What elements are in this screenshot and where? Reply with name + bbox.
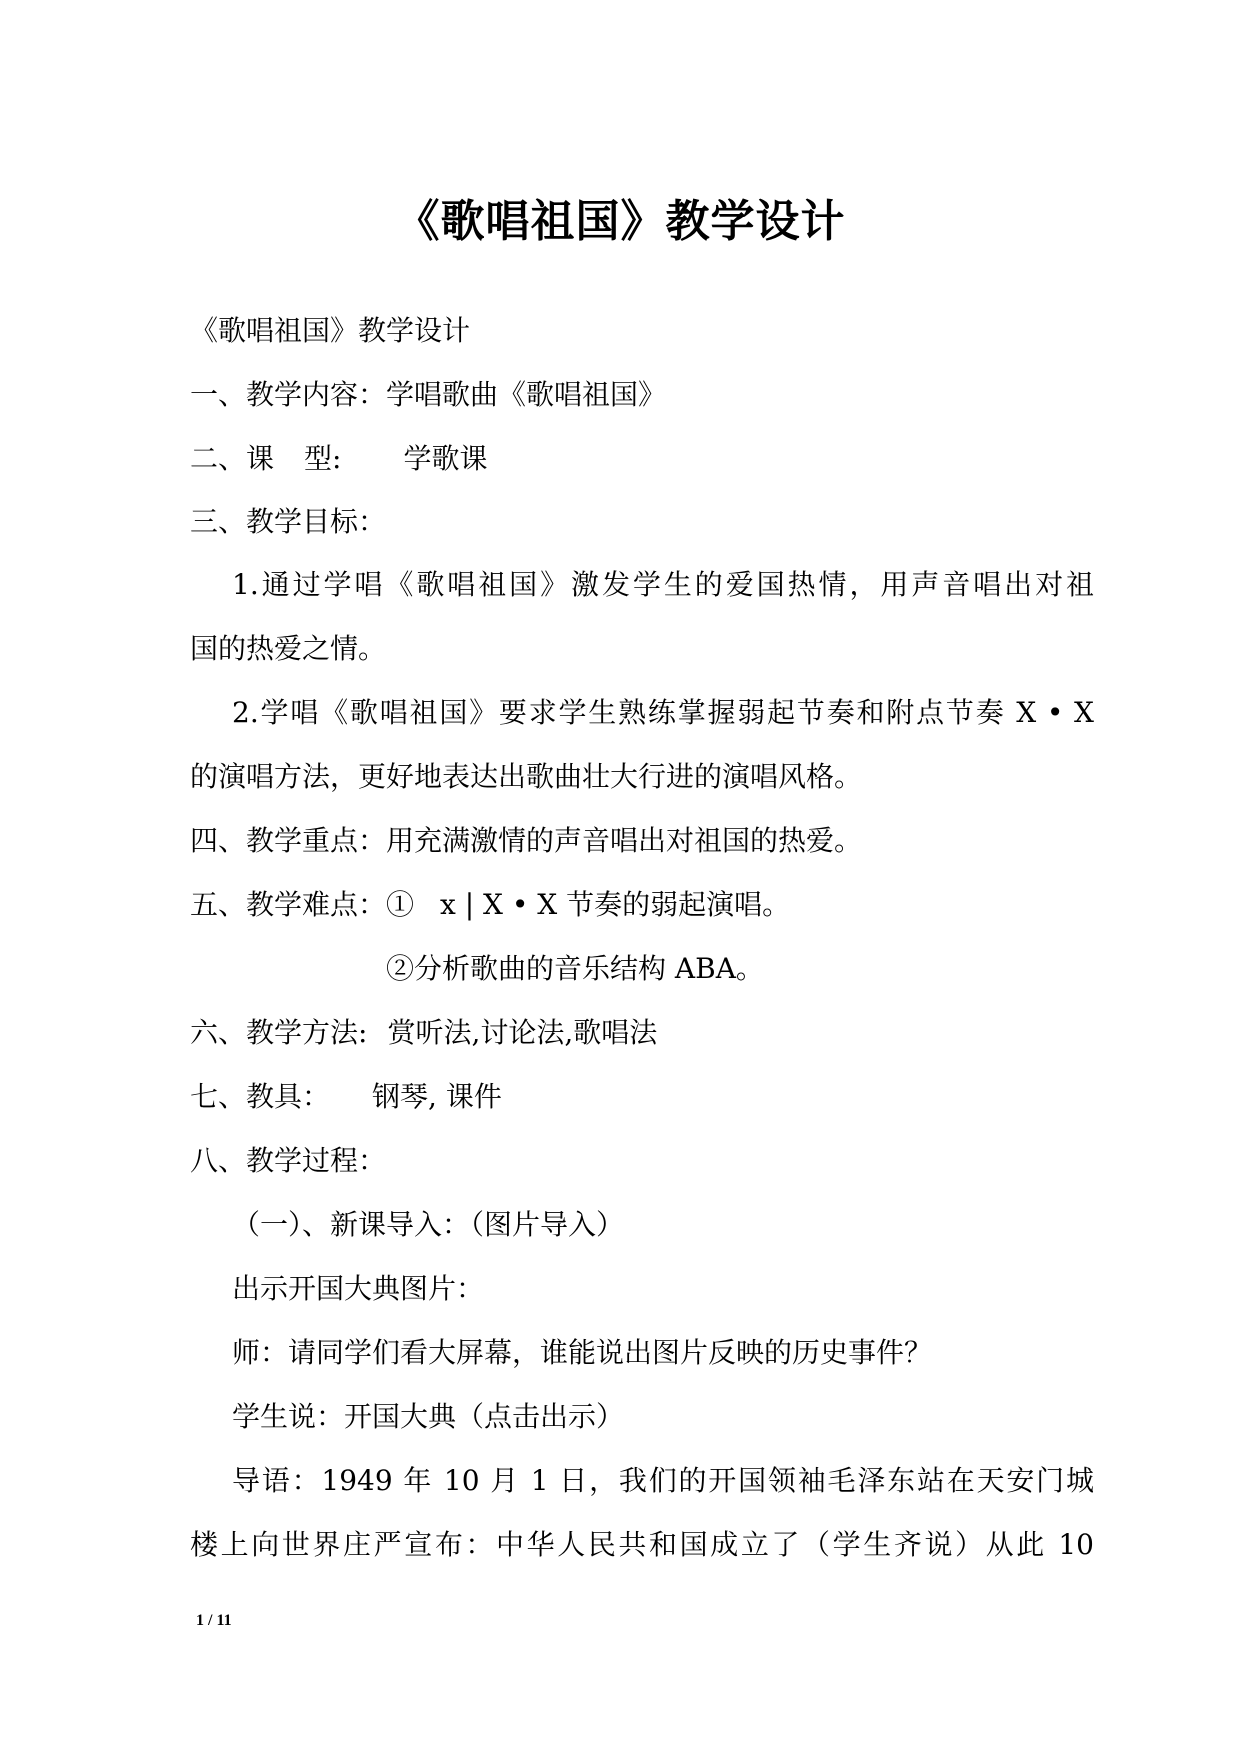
goal-1-line-1: 1.通过学唱《歌唱祖国》激发学生的爱国热情，用声音唱出对祖 (232, 568, 1094, 601)
goal-1-line-2: 国的热爱之情。 (190, 632, 387, 665)
section-process: 八、教学过程： (190, 1144, 387, 1177)
document-title: 《歌唱祖国》教学设计 (395, 196, 846, 247)
section-type (190, 439, 487, 479)
difficulty-item-1: x | X • X 节奏的弱起演唱。 (440, 888, 791, 921)
section-key-point: 四、教学重点：用充满激情的声音唱出对祖国的热爱。 (190, 824, 863, 857)
methods-label: 六、教学方法: (190, 1016, 368, 1049)
tools-value: 钢琴, 课件 (372, 1080, 502, 1113)
section-tools (190, 1077, 502, 1117)
subtitle-line: 《歌唱祖国》教学设计 (190, 314, 471, 347)
student-answer: 学生说：开国大典（点击出示） (232, 1400, 625, 1433)
section-difficulty (190, 885, 790, 925)
section-type-label-b: 型: (304, 442, 342, 475)
section-content: 一、教学内容：学唱歌曲《歌唱祖国》 (190, 378, 667, 411)
section-methods (190, 1013, 657, 1053)
goal-2-line-2: 的演唱方法，更好地表达出歌曲壮大行进的演唱风格。 (190, 760, 863, 793)
intro-speech-line-1: 导语：1949 年 10 月 1 日，我们的开国领袖毛泽东站在天安门城 (232, 1464, 1094, 1497)
difficulty-item-2: ②分析歌曲的音乐结构 ABA。 (386, 952, 764, 985)
intro-speech-line-2: 楼上向世界庄严宣布：中华人民共和国成立了（学生齐说）从此 10 (190, 1528, 1094, 1561)
page-number: 1 / 11 (196, 1612, 232, 1629)
section-type-label-a: 二、课 (190, 442, 275, 475)
difficulty-label: 五、教学难点：① (190, 888, 415, 921)
section-type-value: 学歌课 (403, 442, 488, 475)
tools-label: 七、教具： (190, 1080, 331, 1113)
methods-value: 赏听法,讨论法,歌唱法 (387, 1016, 658, 1049)
process-show-picture: 出示开国大典图片： (232, 1272, 485, 1305)
goal-2-line-1: 2.学唱《歌唱祖国》要求学生熟练掌握弱起节奏和附点节奏 X • X (232, 696, 1094, 729)
section-goals: 三、教学目标： (190, 505, 387, 538)
process-intro-heading: （一）、新课导入：（图片导入） (232, 1208, 625, 1241)
teacher-question: 师：请同学们看大屏幕，谁能说出图片反映的历史事件？ (232, 1336, 933, 1369)
